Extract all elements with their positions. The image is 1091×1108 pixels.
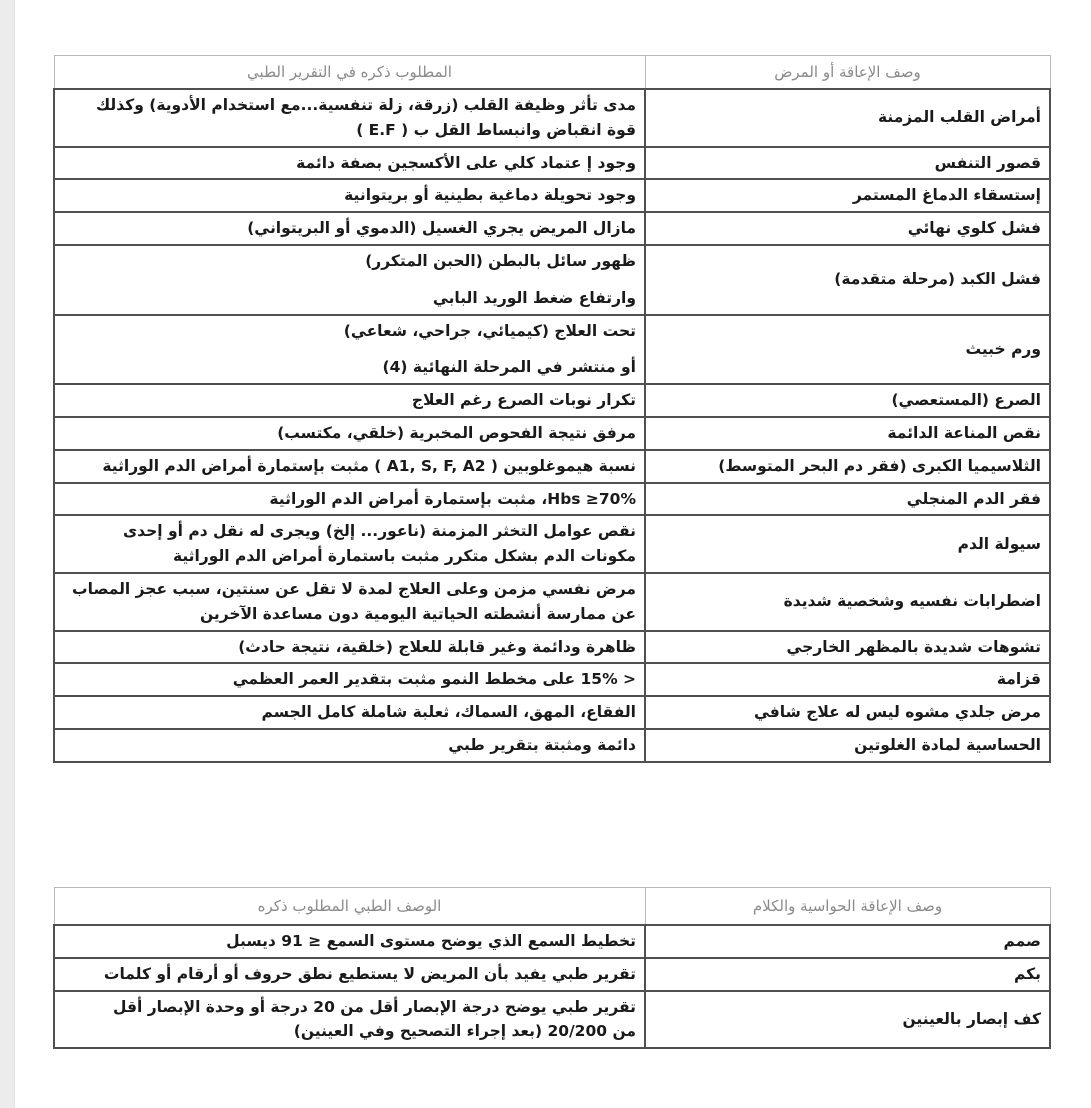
requirement-line: تكرار نوبات الصرع رغم العلاج [411, 391, 636, 410]
table-row [54, 89, 1050, 147]
condition-cell: نقص المناعة الدائمة [645, 417, 1050, 450]
requirement-cell [54, 384, 645, 417]
table-row [54, 925, 1050, 958]
requirement-line: تقرير طبي يفيد بأن المريض لا يستطيع نطق حروف أو أرقام أو كلمات [103, 964, 636, 983]
condition-cell: ورم خبيث [645, 315, 1050, 385]
requirement-line: أو منتشر في المرحلة النهائية (4) [382, 358, 636, 377]
condition-cell: مرض جلدي مشوه ليس له علاج شافي [645, 696, 1050, 729]
requirement-line: وارتفاع ضغط الوريد البابي [432, 288, 636, 307]
condition-cell: كف إبصار بالعينين [645, 991, 1050, 1049]
table-header-row [54, 56, 1050, 90]
condition-cell: الحساسية لمادة الغلوتين [645, 729, 1050, 762]
requirement-cell [54, 696, 645, 729]
condition-cell: أمراض القلب المزمنة [645, 89, 1050, 147]
condition-cell: الثلاسيميا الكبرى (فقر دم البحر المتوسط) [645, 450, 1050, 483]
table-row [54, 483, 1050, 516]
requirement-line: مرفق نتيجة الفحوص المخبرية (خلقي، مكتسب) [277, 423, 636, 442]
table-row [54, 417, 1050, 450]
condition-cell: بكم [645, 958, 1050, 991]
requirement-cell [54, 925, 645, 958]
condition-cell: قصور التنفس [645, 147, 1050, 180]
condition-cell: فشل كلوي نهائي [645, 212, 1050, 245]
requirement-line: Hbs ≥70%، مثبت بإستمارة أمراض الدم الوراثية [269, 489, 636, 508]
table-row [54, 515, 1050, 573]
condition-cell: صمم [645, 925, 1050, 958]
table-row [54, 958, 1050, 991]
requirement-line: دائمة ومثبتة بتقرير طبي [448, 735, 636, 754]
requirement-line: الفقاع، المهق، السماك، ثعلبة شاملة كامل الجسم [261, 703, 636, 722]
requirement-cell [54, 315, 645, 385]
table-header-row [54, 888, 1050, 926]
table-row [54, 179, 1050, 212]
requirement-line: وجود إ عتماد كلي على الأكسجين بصفة دائمة [296, 153, 636, 172]
requirement-cell [54, 212, 645, 245]
header-condition: وصف الإعاقة الحواسية والكلام [645, 888, 1050, 926]
page-edge [0, 0, 15, 1108]
requirement-cell [54, 450, 645, 483]
requirement-cell [54, 147, 645, 180]
condition-cell: إستسقاء الدماغ المستمر [645, 179, 1050, 212]
condition-cell: سيولة الدم [645, 515, 1050, 573]
requirement-cell [54, 483, 645, 516]
requirement-cell [54, 417, 645, 450]
condition-cell: الصرع (المستعصي) [645, 384, 1050, 417]
requirement-cell [54, 573, 645, 631]
requirement-cell [54, 991, 645, 1049]
table-row [54, 245, 1050, 315]
header-requirement: الوصف الطبي المطلوب ذكره [54, 888, 645, 926]
header-condition: وصف الإعاقة أو المرض [645, 56, 1050, 90]
requirement-line: تقرير طبي يوضح درجة الإبصار أقل من 20 درجة أو وحدة الإبصار أقل [113, 997, 636, 1016]
requirement-line: من 20/200 (بعد إجراء التصحيح وفي العينين) [293, 1022, 636, 1041]
requirement-cell [54, 631, 645, 664]
requirement-line: مازال المريض يجري الغسيل (الدموي أو البريتواني) [247, 219, 636, 238]
requirement-line: مكونات الدم بشكل متكرر مثبت باستمارة أمراض الدم الوراثية [172, 547, 636, 566]
requirement-line: تخطيط السمع الذي يوضح مستوى السمع ≤ 91 ديسبل [226, 932, 636, 950]
requirement-cell [54, 729, 645, 762]
requirement-cell [54, 958, 645, 991]
requirement-line: نقص عوامل التخثر المزمنة (ناعور... إلخ) ويجرى له نقل دم أو إحدى [122, 522, 636, 541]
requirement-line: تحت العلاج (كيميائي، جراحي، شعاعي) [343, 321, 636, 340]
requirement-cell [54, 89, 645, 147]
sensory-conditions-table [53, 887, 1051, 1049]
table-row [54, 212, 1050, 245]
requirement-cell [54, 245, 645, 315]
condition-cell: اضطرابات نفسيه وشخصية شديدة [645, 573, 1050, 631]
table-row [54, 729, 1050, 762]
requirement-line: عن ممارسة أنشطته الحياتية اليومية دون مساعدة الآخرين [199, 604, 636, 623]
table-row [54, 147, 1050, 180]
line-gap [63, 274, 636, 286]
table-row [54, 315, 1050, 385]
table-row [54, 631, 1050, 664]
requirement-line: مدى تأثر وظيفة القلب (زرقة، زلة تنفسية...مع استخدام الأدوية) وكذلك [95, 96, 636, 114]
condition-cell: فشل الكبد (مرحلة متقدمة) [645, 245, 1050, 315]
table-row [54, 663, 1050, 696]
requirement-line: < 15% على مخطط النمو مثبت بتقدير العمر العظمي [232, 670, 636, 689]
line-gap [63, 343, 636, 355]
header-requirement: المطلوب ذكره في التقرير الطبي [54, 56, 645, 90]
condition-cell: قزامة [645, 663, 1050, 696]
requirement-line: نسبة هيموغلوبين ( A1, S, F, A2 ) مثبت بإستمارة أمراض الدم الوراثية [102, 456, 636, 475]
requirement-cell [54, 663, 645, 696]
requirement-cell [54, 515, 645, 573]
condition-cell: تشوهات شديدة بالمظهر الخارجي [645, 631, 1050, 664]
table-row [54, 696, 1050, 729]
requirement-line: ظاهرة ودائمة وغير قابلة للعلاج (خلقية، نتيجة حادث) [238, 637, 636, 656]
condition-cell: فقر الدم المنجلي [645, 483, 1050, 516]
requirement-line: مرض نفسي مزمن وعلى العلاج لمدة لا تقل عن سنتين، سبب عجز المصاب [72, 579, 636, 598]
table-row [54, 384, 1050, 417]
table-row [54, 573, 1050, 631]
requirement-cell [54, 179, 645, 212]
requirement-line: وجود تحويلة دماغية بطينية أو بريتوانية [344, 186, 636, 205]
requirement-line: ظهور سائل بالبطن (الحبن المتكرر) [365, 251, 636, 270]
requirement-line: قوة انقباض وانبساط القل ب ( E.F ) [356, 120, 636, 139]
medical-conditions-table [53, 55, 1051, 763]
table-row [54, 450, 1050, 483]
table-row [54, 991, 1050, 1049]
